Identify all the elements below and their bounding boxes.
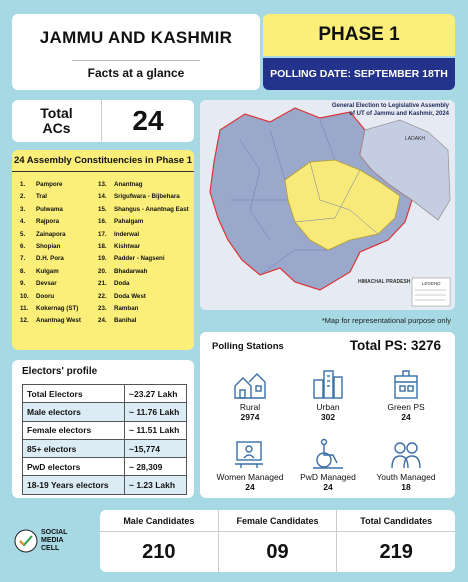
constituency-number: 7.: [20, 255, 26, 263]
constituency-item: [98, 243, 190, 255]
ps-value: 2974: [240, 412, 260, 422]
constituency-list: [20, 181, 190, 330]
electors-row-label: Total Electors: [23, 385, 125, 403]
constituency-item: [98, 293, 190, 305]
constituency-item: [20, 255, 98, 267]
constituency-name: Pahalgam: [114, 218, 144, 226]
constituency-name: D.H. Pora: [36, 255, 64, 263]
constituency-number: 2.: [20, 193, 26, 201]
constituency-name: Anantnag: [114, 181, 143, 188]
constituency-name: Tral: [36, 193, 48, 201]
constituency-item: [98, 268, 190, 280]
logo-line2: MEDIA: [41, 537, 64, 544]
ps-item-rural: [210, 366, 290, 422]
constituency-number: 18.: [98, 242, 107, 250]
constituency-name: Kokernag (ST): [36, 304, 79, 312]
ps-label: Youth Managed: [376, 472, 436, 482]
polling-date: POLLING DATE: SEPTEMBER 18TH: [263, 58, 455, 90]
constituency-number: 21.: [98, 280, 107, 288]
constituency-item: [98, 280, 190, 292]
electors-row-value: ~ 11.51 Lakh: [125, 421, 187, 439]
constituency-item: [98, 317, 190, 329]
constituencies-card: [12, 150, 194, 350]
ps-value: 24: [245, 482, 255, 492]
logo-text: [41, 529, 67, 553]
constituency-number: 5.: [20, 230, 26, 238]
ps-label: Rural: [239, 402, 261, 412]
electors-row-label: PwD electors: [23, 458, 125, 476]
total-acs-value: 24: [132, 105, 164, 136]
constituency-number: 10.: [20, 292, 29, 300]
ps-item-women: [210, 436, 290, 492]
electors-card: [12, 360, 194, 498]
constituency-item: [20, 317, 98, 329]
constituency-number: 15.: [98, 205, 107, 213]
constituency-number: 9.: [20, 280, 26, 288]
constituency-number: 19.: [98, 255, 107, 263]
constituency-number: 3.: [20, 205, 26, 213]
map-card: [200, 100, 455, 310]
constituency-name: Rajpora: [36, 218, 60, 226]
constituency-name: Devsar: [36, 280, 57, 288]
map-legend-title: LEGEND: [422, 281, 441, 286]
constituency-number: 16.: [98, 218, 107, 226]
constituency-name: Padder - Nagseni: [114, 255, 165, 263]
constituency-number: 24.: [98, 317, 107, 325]
constituency-item: [98, 181, 190, 193]
constituency-number: 11.: [20, 304, 29, 312]
electors-row-label: 85+ electors: [23, 439, 125, 457]
total-candidates-label: Total Candidates: [337, 510, 455, 532]
electors-row-label: 18-19 Years electors: [23, 476, 125, 494]
electors-row: [23, 421, 187, 439]
constituencies-heading: 24 Assembly Constituencies in Phase 1: [12, 150, 194, 172]
jk-map: [200, 100, 455, 310]
electors-row-label: Male electors: [23, 403, 125, 421]
constituency-number: 20.: [98, 267, 107, 275]
constituency-item: [20, 268, 98, 280]
logo-line3: CELL: [41, 545, 60, 552]
electors-heading: Electors' profile: [22, 366, 98, 377]
ps-item-pwd: [288, 436, 368, 492]
electors-row-value: ~ 28,309: [125, 458, 187, 476]
constituency-item: [20, 218, 98, 230]
youth-icon: [366, 436, 446, 470]
female-candidates: [219, 510, 338, 572]
ps-value: 24: [401, 412, 411, 422]
subtitle: Facts at a glance: [87, 66, 185, 80]
electors-row: [23, 403, 187, 421]
rural-houses-icon: [210, 366, 290, 400]
male-candidates-label: Male Candidates: [100, 510, 218, 532]
title-card: [12, 14, 260, 90]
map-title: General Election to Legislative Assembly of UT of Jammu and Kashmir, 2024: [331, 103, 449, 117]
male-candidates-value: 210: [142, 540, 176, 563]
electors-row-value: ~ 11.76 Lakh: [125, 403, 187, 421]
ps-label: PwD Managed: [300, 472, 356, 482]
electors-row: [23, 439, 187, 457]
total-acs-label-line2: ACs: [42, 120, 71, 136]
constituency-name: Kulgam: [36, 267, 59, 275]
constituency-name: Ramban: [114, 304, 139, 312]
constituency-item: [20, 280, 98, 292]
constituency-item: [20, 206, 98, 218]
total-acs-card: [12, 100, 194, 142]
polling-stations-heading: Polling Stations: [212, 341, 284, 352]
constituency-item: [20, 193, 98, 205]
phase-label: PHASE 1: [263, 14, 455, 56]
ps-value: 24: [323, 482, 333, 492]
women-managed-icon: [210, 436, 290, 470]
constituency-item: [98, 218, 190, 230]
constituency-name: Doda: [114, 280, 130, 288]
constituency-item: [98, 193, 190, 205]
title-divider: [72, 60, 200, 61]
ps-label: Urban: [316, 402, 340, 412]
ps-item-urban: [288, 366, 368, 422]
ps-label: Green PS: [387, 402, 425, 412]
total-candidates: [337, 510, 455, 572]
ps-item-green: [366, 366, 446, 422]
constituency-name: Bhadarwah: [114, 267, 148, 275]
constituency-name: Shangus - Anantnag East: [114, 205, 189, 213]
electors-row-value: ~ 1.23 Lakh: [125, 476, 187, 494]
total-candidates-value: 219: [379, 540, 413, 563]
map-note: *Map for representational purpose only: [321, 316, 451, 325]
electors-row: [23, 476, 187, 494]
urban-buildings-icon: [288, 366, 368, 400]
ps-value: 302: [320, 412, 336, 422]
constituency-number: 13.: [98, 181, 107, 188]
electors-row-value: ~15,774: [125, 439, 187, 457]
constituency-name: Kishtwar: [114, 242, 141, 250]
map-label-ladakh: LADAKH: [405, 136, 426, 142]
polling-stations-total: Total PS: 3276: [349, 338, 441, 353]
green-ps-icon: [366, 366, 446, 400]
constituency-name: Zainapora: [36, 230, 66, 238]
constituency-item: [20, 243, 98, 255]
constituency-item: [98, 255, 190, 267]
constituency-item: [20, 231, 98, 243]
constituency-name: Banihal: [114, 317, 137, 325]
total-acs-label-line1: Total: [40, 105, 73, 121]
state-title: JAMMU AND KASHMIR: [39, 28, 233, 47]
constituency-name: Pulwama: [36, 205, 63, 213]
ps-item-youth: [366, 436, 446, 492]
constituency-name: Anantnag West: [36, 317, 81, 325]
ps-value: 18: [401, 482, 411, 492]
map-label-hp: HIMACHAL PRADESH: [358, 279, 411, 285]
constituency-item: [98, 231, 190, 243]
wheelchair-icon: [288, 436, 368, 470]
constituency-name: Dooru: [36, 292, 55, 300]
constituency-number: 8.: [20, 267, 26, 275]
polling-stations-card: [200, 332, 455, 498]
social-media-cell-logo: [14, 516, 94, 566]
constituency-number: 17.: [98, 230, 107, 238]
constituency-item: [20, 181, 98, 193]
total-acs-label: [12, 100, 102, 142]
constituency-number: 6.: [20, 242, 26, 250]
constituency-name: Shopian: [36, 242, 61, 250]
constituency-item: [20, 293, 98, 305]
ballot-check-icon: [14, 529, 38, 553]
female-candidates-value: 09: [266, 540, 289, 563]
constituency-number: 22.: [98, 292, 107, 300]
constituency-number: 12.: [20, 317, 29, 325]
electors-row-label: Female electors: [23, 421, 125, 439]
electors-row: [23, 385, 187, 403]
electors-row: [23, 458, 187, 476]
constituency-number: 23.: [98, 304, 107, 312]
constituency-name: Srigufwara - Bijbehara: [114, 193, 180, 201]
constituency-item: [20, 305, 98, 317]
constituency-name: Inderwal: [114, 230, 140, 238]
ps-label: Women Managed: [216, 472, 284, 482]
candidates-card: [100, 510, 455, 572]
electors-table: [22, 384, 187, 495]
constituency-item: [98, 206, 190, 218]
constituency-number: 1.: [20, 181, 26, 188]
male-candidates: [100, 510, 219, 572]
female-candidates-label: Female Candidates: [219, 510, 337, 532]
constituency-number: 4.: [20, 218, 26, 226]
constituency-number: 14.: [98, 193, 107, 201]
electors-row-value: ~23.27 Lakh: [125, 385, 187, 403]
map-legend: [412, 278, 450, 306]
constituency-item: [98, 305, 190, 317]
logo-line1: SOCIAL: [41, 529, 68, 536]
constituency-name: Doda West: [114, 292, 146, 300]
constituency-name: Pampore: [36, 181, 63, 188]
